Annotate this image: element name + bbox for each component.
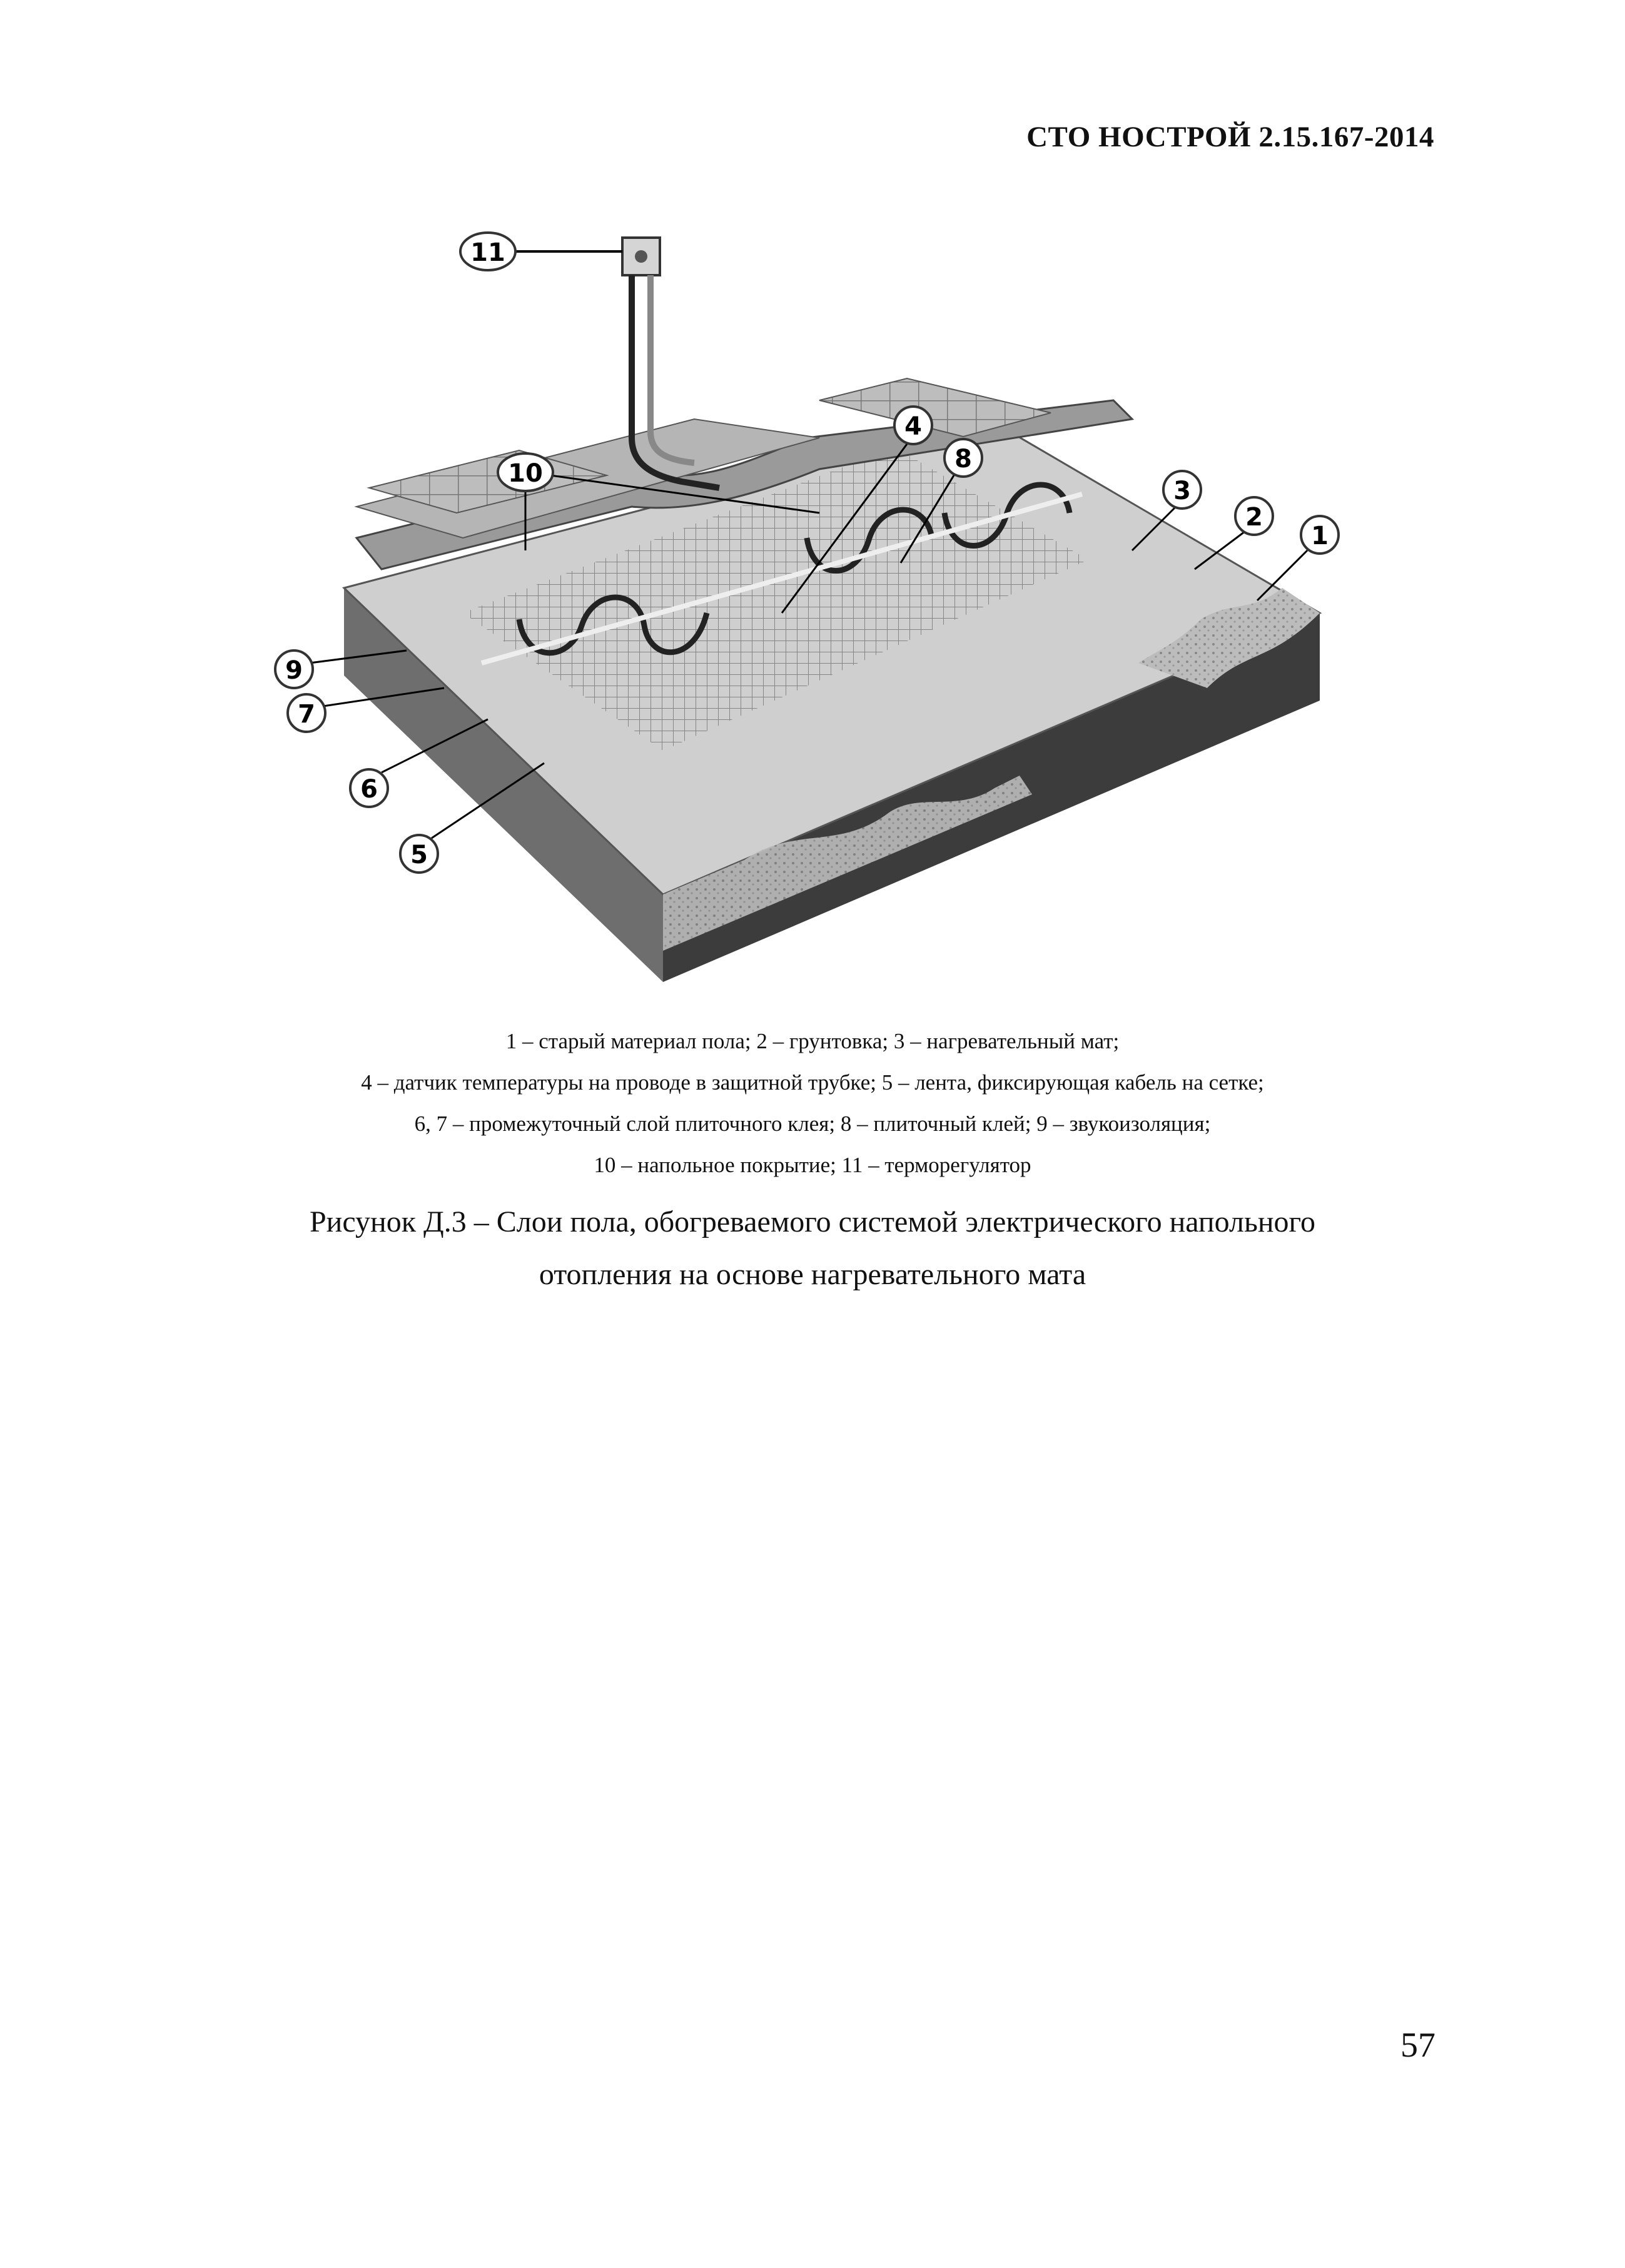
legend-line: 1 – старый материал пола; 2 – грунтовка; 3 – нагревательный мат;	[505, 1029, 1120, 1053]
svg-text:1: 1	[1311, 522, 1329, 550]
svg-text:9: 9	[285, 656, 303, 685]
legend-line: 6, 7 – промежуточный слой плиточного клея; 8 – плиточный клей; 9 – звукоизоляция;	[414, 1111, 1211, 1136]
page-number: 57	[1400, 2026, 1435, 2065]
legend-line: 10 – напольное покрытие; 11 – терморегулятор	[594, 1153, 1031, 1177]
svg-text:3: 3	[1173, 477, 1191, 505]
svg-text:2: 2	[1245, 503, 1263, 532]
caption-line: Рисунок Д.3 – Слои пола, обогреваемого системой электрического напольного	[309, 1205, 1316, 1238]
svg-text:6: 6	[360, 775, 378, 804]
svg-text:5: 5	[410, 841, 428, 869]
figure-caption	[188, 1196, 1437, 1301]
svg-text:10: 10	[508, 459, 543, 488]
floor-heating-layers-figure	[256, 213, 1370, 1020]
legend-line: 4 – датчик температуры на проводе в защитной трубке; 5 – лента, фиксирующая кабель на сетке;	[361, 1070, 1264, 1095]
svg-text:7: 7	[298, 700, 315, 729]
callout-11	[460, 233, 622, 270]
svg-text:4: 4	[904, 412, 922, 441]
svg-text:11: 11	[470, 238, 505, 267]
document-code-header: СТО НОСТРОЙ 2.15.167-2014	[1026, 121, 1434, 153]
svg-text:8: 8	[954, 445, 972, 473]
caption-line: отопления на основе нагревательного мата	[539, 1258, 1086, 1291]
thermostat-dial	[635, 250, 647, 263]
figure-legend	[188, 1021, 1437, 1186]
